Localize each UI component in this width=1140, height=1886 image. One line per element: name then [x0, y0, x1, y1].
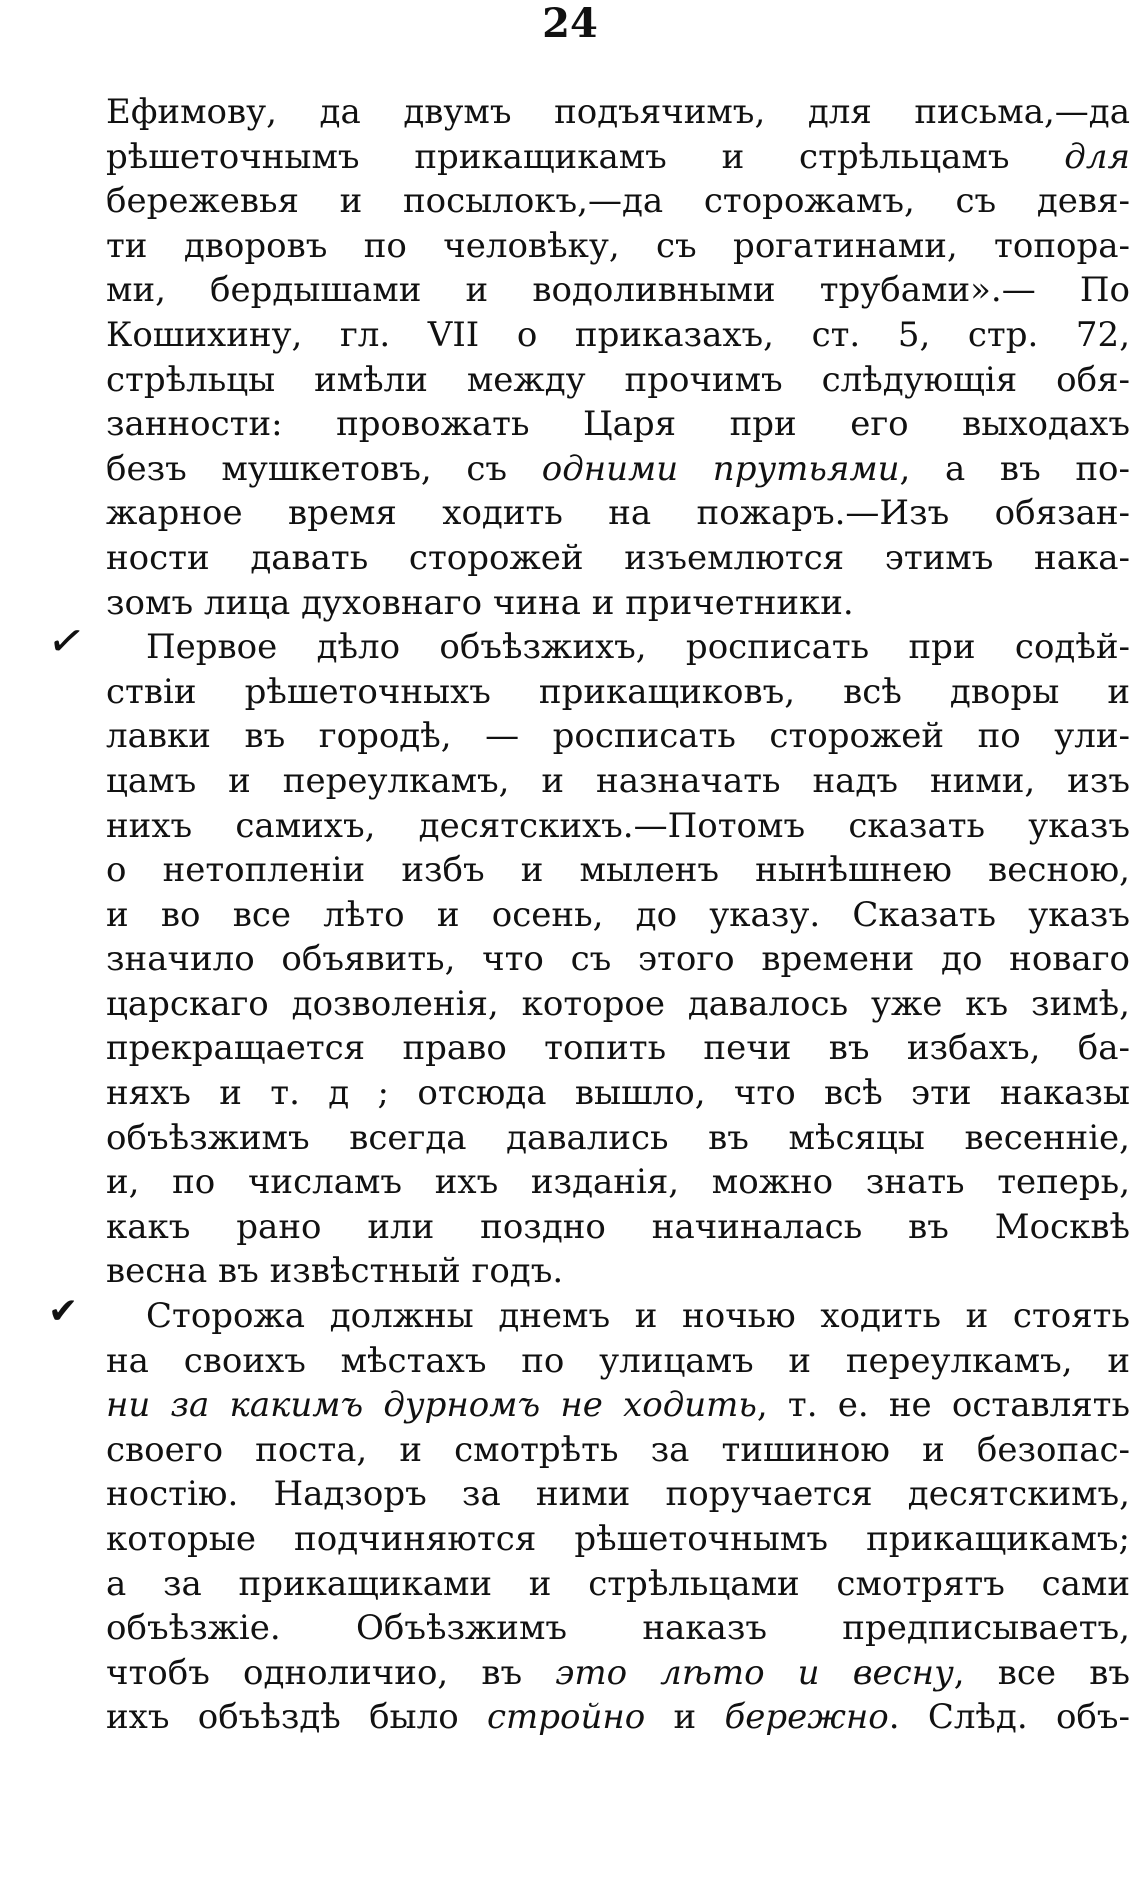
page-number: 24 — [542, 0, 598, 47]
text-line: чтобъ одноличио, въ это лѣто и весну, все въ — [106, 1652, 1130, 1693]
text-line: зомъ лица духовнаго чина и причетники. — [106, 582, 854, 623]
margin-check-mark-icon: ✔ — [48, 1291, 79, 1332]
text-line: няхъ и т. д ; отсюда вышло, что всѣ эти наказы — [106, 1073, 1130, 1114]
text-line: о нетопленіи избъ и мыленъ нынѣшнею весною, — [106, 850, 1130, 891]
text-line: жарное время ходить на пожаръ.—Изъ обязан- — [106, 493, 1130, 534]
text-line: бережевья и посылокъ,—да сторожамъ, съ девя- — [106, 181, 1130, 222]
text-line: Сторожа должны днемъ и ночью ходить и стоять — [146, 1296, 1130, 1337]
text-line: Кошихину, гл. VII о приказахъ, ст. 5, стр. 72, — [106, 314, 1130, 355]
text-line: своего поста, и смотрѣть за тишиною и безопас- — [106, 1429, 1130, 1470]
text-line: ностію. Надзоръ за ними поручается десятскимъ, — [106, 1474, 1130, 1515]
text-line: какъ рано или поздно начиналась въ Москвѣ — [106, 1206, 1130, 1247]
text-line: на своихъ мѣстахъ по улицамъ и переулкамъ, и — [106, 1340, 1130, 1381]
text-line: безъ мушкетовъ, съ одними прутьями, а въ по- — [106, 448, 1130, 489]
text-line: занности: провожать Царя при его выходахъ — [106, 404, 1130, 445]
text-line: и, по числамъ ихъ изданія, можно знать теперь, — [106, 1162, 1130, 1203]
text-line: ствіи рѣшеточныхъ прикащиковъ, всѣ дворы и — [106, 671, 1130, 712]
body-text — [106, 90, 1130, 1740]
text-line: которые подчиняются рѣшеточнымъ прикащикамъ; — [106, 1519, 1130, 1559]
text-line: стрѣльцы имѣли между прочимъ слѣдующія обя- — [106, 359, 1130, 400]
text-line: объѣзжіе. Объѣзжимъ наказъ предписываетъ, — [106, 1608, 1130, 1649]
text-line: ти дворовъ по человѣку, съ рогатинами, топора- — [106, 225, 1130, 266]
text-line: ности давать сторожей изъемлются этимъ нака- — [106, 537, 1130, 578]
text-line: а за прикащиками и стрѣльцами смотрятъ сами — [106, 1563, 1130, 1604]
text-line: лавки въ городѣ, — росписать сторожей по ули- — [106, 716, 1130, 757]
text-line: царскаго дозволенія, которое давалось уже къ зимѣ, — [106, 983, 1130, 1024]
text-line: весна въ извѣстный годъ. — [106, 1251, 564, 1292]
text-line: нихъ самихъ, десятскихъ.—Потомъ сказать указъ — [106, 805, 1130, 846]
text-line: Ефимову, да двумъ подъячимъ, для письма,—да — [106, 92, 1130, 132]
margin-check-mark-icon: ✓ — [43, 613, 90, 670]
text-line: рѣшеточнымъ прикащикамъ и стрѣльцамъ для — [106, 136, 1130, 177]
text-line: цамъ и переулкамъ, и назначать надъ ними, изъ — [106, 760, 1130, 801]
text-line: значило объявить, что съ этого времени до новаго — [106, 939, 1130, 980]
text-line: ми, бердышами и водоливными трубами».— По — [106, 270, 1130, 311]
text-line: Первое дѣло объѣзжихъ, росписать при содѣй- — [146, 627, 1130, 668]
text-line: ихъ объѣздѣ было стройно и бережно. Слѣд. объ- — [106, 1697, 1130, 1738]
text-line: объѣзжимъ всегда давались въ мѣсяцы весенніе, — [106, 1117, 1130, 1158]
text-line: и во все лѣто и осень, до указу. Сказать указъ — [106, 894, 1130, 935]
text-line: прекращается право топить печи въ избахъ, ба- — [106, 1028, 1130, 1069]
text-line: ни за какимъ дурномъ не ходить, т. е. не оставлять — [106, 1385, 1130, 1426]
